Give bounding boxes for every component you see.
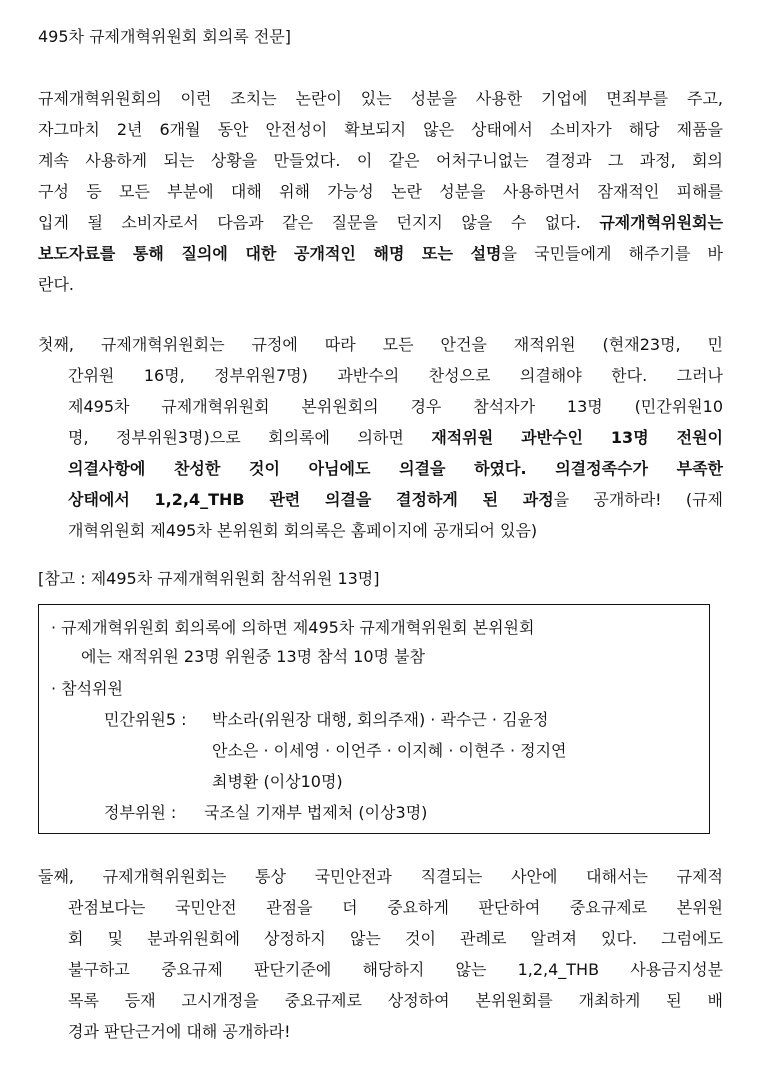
intro-line: 구성 등 모든 부분에 대해 위해 가능성 논란 성분을 사용하면서 잠재적인 피해를 xyxy=(38,182,723,201)
intro-line: 규제개혁위원회의 이런 조치는 논란이 있는 성분을 사용한 기업에 면죄부를 주고, xyxy=(38,89,723,108)
box-bullet: · 규제개혁위원회 회의록에 의하면 제495차 규제개혁위원회 본위원회 xyxy=(51,618,535,637)
intro-bold-text: 보도자료를 통해 질의에 대한 공개적인 해명 또는 설명 xyxy=(38,244,502,263)
second-line: 목록 등재 고시개정을 중요규제로 상정하여 본위원회를 개최하게 된 배 xyxy=(68,991,723,1010)
first-text: 명, 정부위원3명)으로 회의록에 의하면 xyxy=(68,428,432,447)
intro-line xyxy=(38,243,723,265)
first-line: 개혁위원회 제495차 본위원회 회의록은 홈페이지에 공개되어 있음) xyxy=(68,521,538,540)
intro-text: 입게 될 소비자로서 다음과 같은 질문을 던지지 않을 수 없다. xyxy=(38,213,600,232)
first-line: 첫째, 규제개혁위원회는 규정에 따라 모든 안건을 재적위원 (현재23명, 민 xyxy=(38,335,723,354)
reference-title: [참고 : 제495차 규제개혁위원회 참석위원 13명] xyxy=(38,569,380,588)
box-bullet-continuation: 에는 재적위원 23명 위원중 13명 참석 10명 불참 xyxy=(81,647,425,666)
first-line: 간위원 16명, 정부위원7명) 과반수의 찬성으로 의결해야 한다. 그러나 xyxy=(68,366,723,385)
intro-bold-text: 규제개혁위원회는 xyxy=(599,213,723,232)
second-line: 둘째, 규제개혁위원회는 통상 국민안전과 직결되는 사안에 대해서는 규제적 xyxy=(38,867,723,886)
intro-line: 계속 사용하게 되는 상황을 만들었다. 이 같은 어처구니없는 결정과 그 과정, 회의 xyxy=(38,151,723,170)
intro-line: 란다. xyxy=(38,275,74,294)
first-text: 을 공개하라! (규제 xyxy=(553,490,723,509)
attendee-box xyxy=(38,604,710,834)
gov-members-line: 국조실 기재부 법제처 (이상3명) xyxy=(204,803,428,822)
first-line: 의결사항에 찬성한 것이 아님에도 의결을 하였다. 의결정족수가 부족한 xyxy=(68,459,723,478)
intro-line: 자그마치 2년 6개월 동안 안전성이 확보되지 않은 상태에서 소비자가 해당 제품을 xyxy=(38,120,723,139)
second-line: 관점보다는 국민안전 관점을 더 중요하게 판단하여 중요규제로 본위원 xyxy=(68,898,723,917)
civil-members-line: 최병환 (이상10명) xyxy=(212,772,343,791)
first-bold-text: 재적위원 과반수인 13명 전원이 xyxy=(431,428,723,447)
civil-members-label: 민간위원5 : xyxy=(104,710,187,729)
first-line xyxy=(68,427,723,449)
first-line xyxy=(68,489,723,511)
gov-members-label: 정부위원 : xyxy=(104,803,177,822)
intro-text: 을 국민들에게 해주기를 바 xyxy=(501,244,723,263)
civil-members-line: 박소라(위원장 대행, 회의주재) · 곽수근 · 김윤정 xyxy=(212,710,549,729)
second-line: 경과 판단근거에 대해 공개하라! xyxy=(68,1022,291,1041)
first-bold-text: 상태에서 1,2,4_THB 관련 의결을 결정하게 된 과정 xyxy=(68,490,554,509)
box-bullet: · 참석위원 xyxy=(51,679,123,698)
intro-line xyxy=(38,212,723,234)
civil-members-line: 안소은 · 이세영 · 이언주 · 이지혜 · 이현주 · 정지연 xyxy=(212,741,567,760)
second-line: 불구하고 중요규제 판단기준에 해당하지 않는 1,2,4_THB 사용금지성분 xyxy=(68,960,723,979)
first-line: 제495차 규제개혁위원회 본위원회의 경우 참석자가 13명 (민간위원10 xyxy=(68,397,723,416)
heading: 495차 규제개혁위원회 회의록 전문] xyxy=(38,27,291,46)
second-line: 회 및 분과위원회에 상정하지 않는 것이 관례로 알려져 있다. 그럼에도 xyxy=(68,929,723,948)
